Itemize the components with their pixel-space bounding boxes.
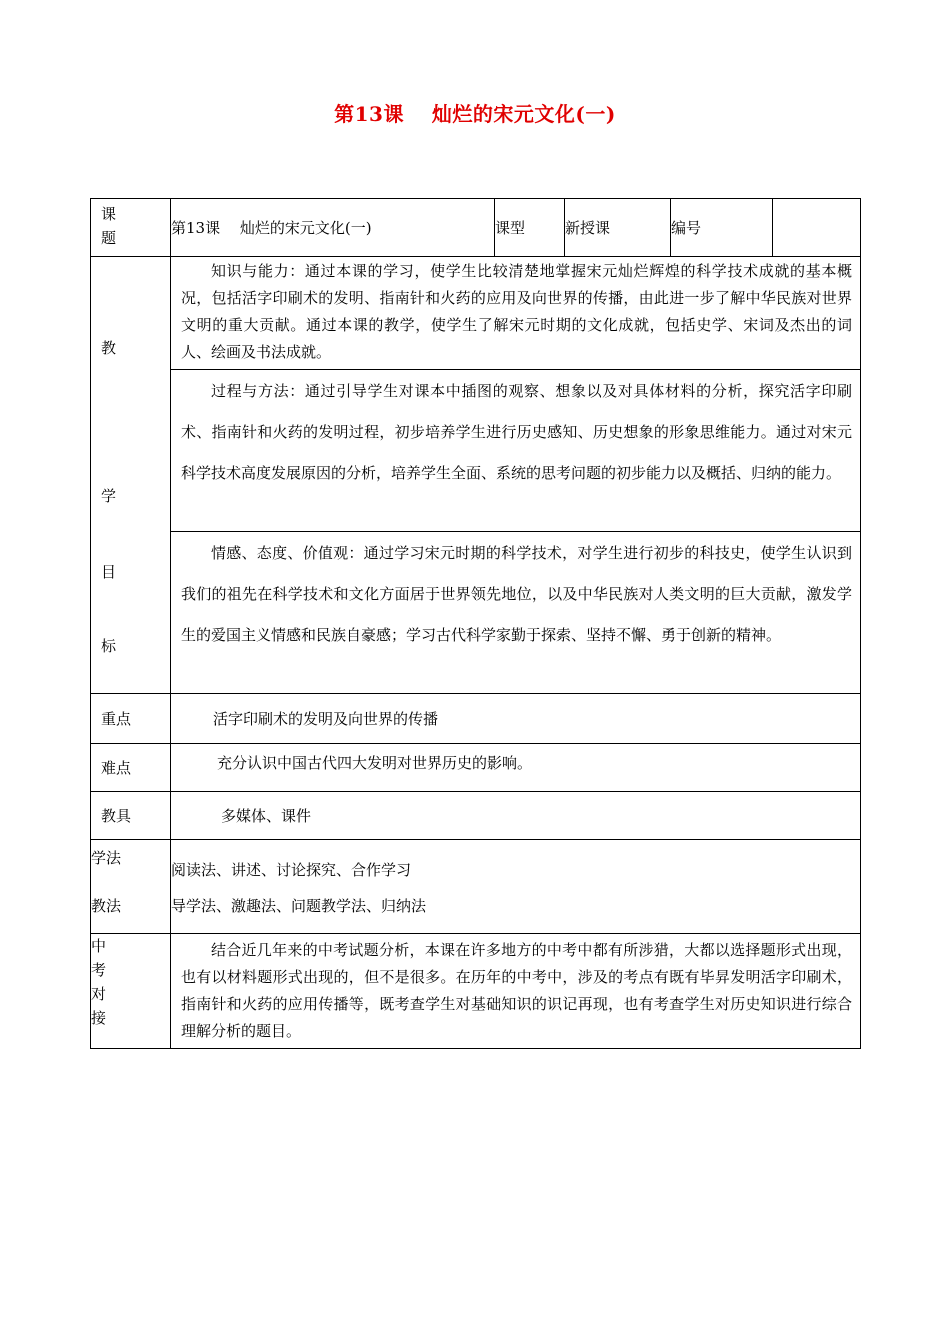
header-row [91, 199, 861, 257]
number-label-cell [671, 199, 773, 257]
lesson-title-cell [171, 199, 495, 257]
objective-emotion-row [91, 532, 861, 694]
difficulty-label: 难点 [101, 758, 132, 777]
difficulty-value: 充分认识中国古代四大发明对世界历史的影响。 [217, 754, 533, 772]
exam-cell [171, 934, 861, 1049]
exam-label-cell [91, 934, 171, 1049]
objective-knowledge-cell [171, 257, 861, 370]
objective-emotion-cell [171, 532, 861, 694]
objective-process-row [91, 370, 861, 532]
key-point-cell [171, 694, 861, 744]
objective-knowledge-row [91, 257, 861, 370]
teach-method-label: 教法 [91, 897, 122, 915]
lesson-plan-table [90, 198, 861, 1049]
exam-label-char: 接 [91, 1009, 107, 1027]
study-method-label: 学法 [91, 849, 122, 867]
tools-value: 多媒体、课件 [221, 806, 312, 825]
objective-emotion: 情感、态度、价值观：通过学习宋元时期的科学技术，对学生进行初步的科技史，使学生认识到我们的祖先在科学技术和文化方面居于世界领先地位，以及中华民族对人类文明的巨大贡献，激发学生的爱国主义情感和民族自豪感；学习古代科学家勤于探索、坚持不懈、勇于创新的精神。 [181, 544, 852, 644]
objectives-label-char: 学 [101, 487, 117, 505]
objectives-label-char: 教 [101, 339, 117, 357]
type-value-cell [565, 199, 671, 257]
type-label-cell [495, 199, 565, 257]
methods-label-cell [91, 840, 171, 934]
type-value: 新授课 [565, 218, 611, 237]
objectives-label-char: 标 [101, 637, 117, 655]
page-title: 第13课 灿烂的宋元文化(一) [334, 102, 616, 126]
teach-method-value: 导学法、激趣法、问题教学法、归纳法 [171, 897, 427, 915]
study-method-value: 阅读法、讲述、讨论探究、合作学习 [171, 861, 412, 879]
methods-cell [171, 840, 861, 934]
objectives-label-cell [91, 257, 171, 694]
tools-label: 教具 [101, 806, 132, 825]
difficulty-cell [171, 744, 861, 792]
exam-label-char: 对 [91, 985, 107, 1003]
exam-label-char: 考 [91, 961, 107, 979]
objective-knowledge: 知识与能力：通过本课的学习，使学生比较清楚地掌握宋元灿烂辉煌的科学技术成就的基本概况，包括活字印刷术的发明、指南针和火药的应用及向世界的传播，由此进一步了解中华民族对世界文明的重大贡献。通过本课的教学，使学生了解宋元时期的文化成就，包括史学、宋词及杰出的词人、绘画及书法成就。 [181, 262, 852, 361]
number-value-cell [773, 199, 861, 257]
key-point-value: 活字印刷术的发明及向世界的传播 [213, 709, 439, 728]
tools-row [91, 792, 861, 840]
difficulty-row [91, 744, 861, 792]
key-point-row [91, 694, 861, 744]
type-label: 课型 [495, 218, 526, 237]
topic-label: 课题 [101, 205, 117, 247]
objective-process: 过程与方法：通过引导学生对课本中插图的观察、想象以及对具体材料的分析，探究活字印刷术、指南针和火药的发明过程，初步培养学生进行历史感知、历史想象的形象思维能力。通过对宋元科学技术高度发展原因的分析，培养学生全面、系统的思考问题的初步能力以及概括、归纳的能力。 [181, 382, 852, 482]
objective-process-cell [171, 370, 861, 532]
difficulty-label-cell [91, 744, 171, 792]
lesson-title: 第13课 灿烂的宋元文化(一) [171, 218, 372, 237]
objectives-label-char: 目 [101, 563, 117, 581]
exam-row [91, 934, 861, 1049]
exam-value: 结合近几年来的中考试题分析，本课在许多地方的中考中都有所涉猎，大都以选择题形式出现，也有以材料题形式出现的，但不是很多。在历年的中考中，涉及的考点有既有毕昇发明活字印刷术，指南针和火药的应用传播等，既考查学生对基础知识的识记再现，也有考查学生对历史知识进行综合理解分析的题目。 [181, 941, 852, 1040]
key-point-label-cell [91, 694, 171, 744]
tools-cell [171, 792, 861, 840]
tools-label-cell [91, 792, 171, 840]
methods-row [91, 840, 861, 934]
exam-label-char: 中 [91, 937, 107, 955]
key-point-label: 重点 [101, 709, 132, 728]
topic-label-cell [91, 199, 171, 257]
number-label: 编号 [671, 218, 702, 237]
